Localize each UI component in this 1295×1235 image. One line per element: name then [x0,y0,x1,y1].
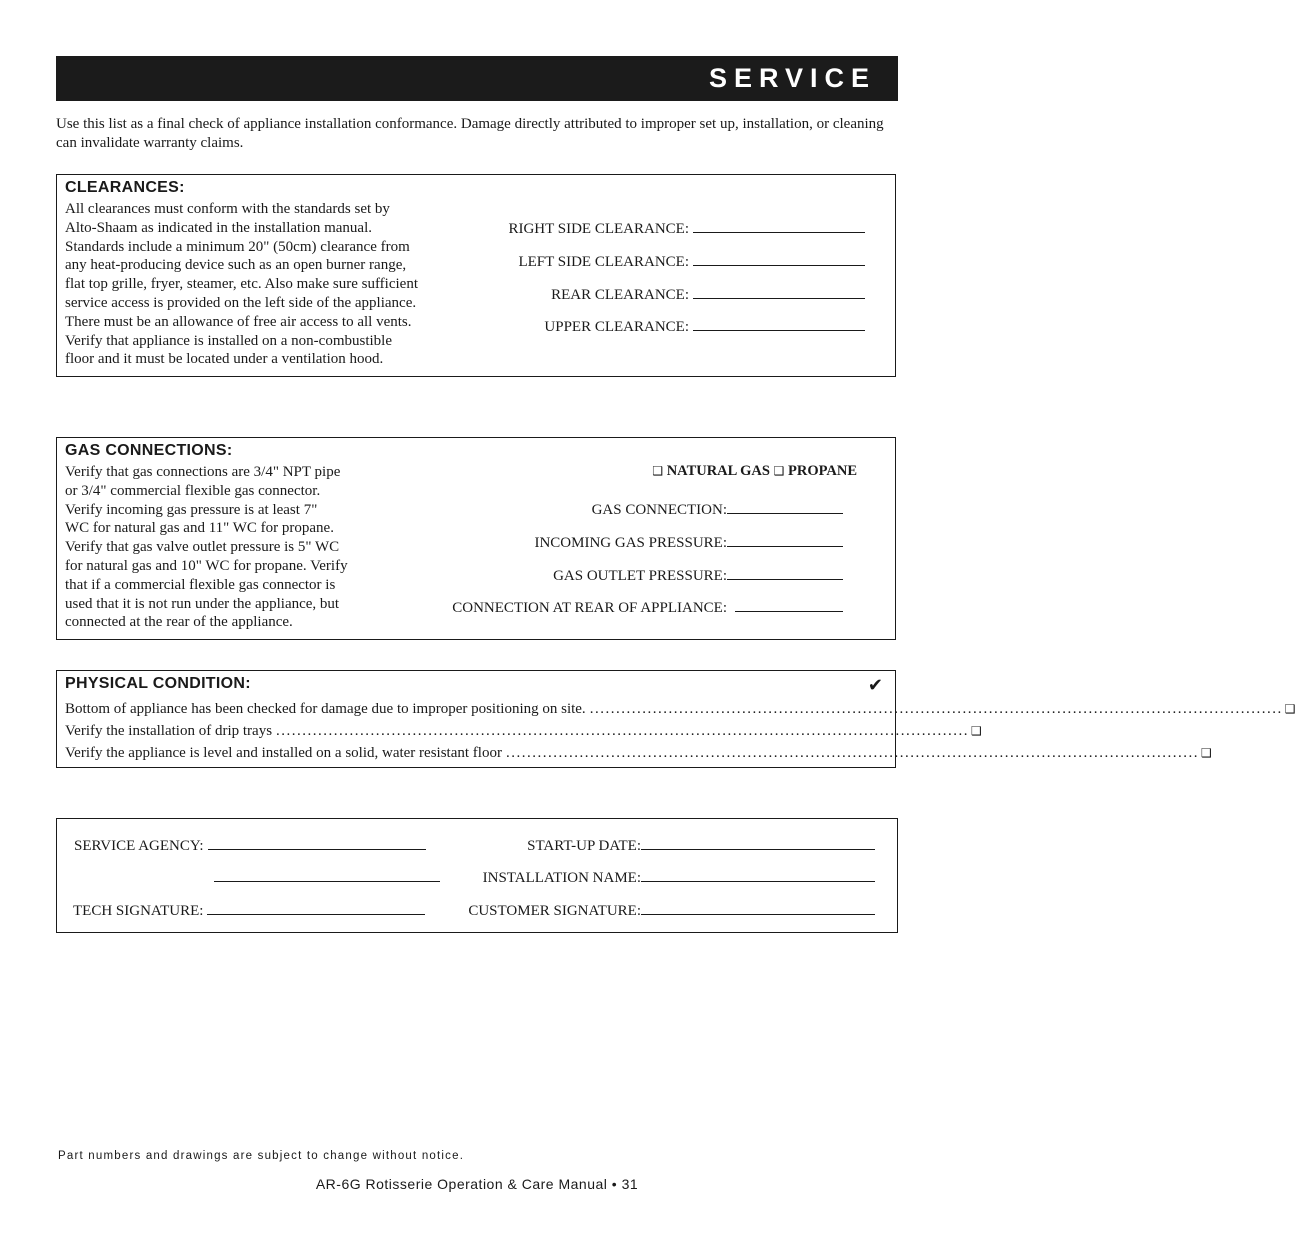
text-line: connected at the rear of the appliance. [65,614,293,631]
propane-label: PROPANE [787,463,857,479]
fill-line[interactable] [727,499,843,514]
fill-line[interactable] [693,218,865,233]
field-label: TECH SIGNATURE: [73,903,204,919]
gas-connections-description [65,463,348,632]
text-line: Verify that gas valve outlet pressure is 5" WC [65,539,340,556]
fill-line[interactable] [214,867,440,882]
customer-signature-field[interactable] [468,900,875,920]
service-agency-line-2[interactable] [214,867,440,887]
text-line: WC for natural gas and 11" WC for propane. [65,520,334,537]
text-line: used that it is not run under the appliance, but [65,595,340,612]
service-agency-field[interactable] [74,835,426,855]
dot-leader: .................................................................................................................................... [589,701,1283,717]
field-label: RIGHT SIDE CLEARANCE: [508,221,689,237]
text-line: Verify that appliance is installed on a non-combustible [65,332,392,349]
checklist-item-label: Verify the appliance is level and installed on a solid, water resistant floor [65,745,502,761]
text-line: any heat-producing device such as an open burner range, [65,257,407,274]
field-label: CUSTOMER SIGNATURE: [468,903,641,919]
text-line: that if a commercial flexible gas connector is [65,576,336,593]
text-line: floor and it must be located under a ventilation hood. [65,351,384,368]
clearances-description [65,200,418,369]
dot-leader: .................................................................................................................................... [505,745,1199,761]
field-label: GAS OUTLET PRESSURE: [553,568,727,584]
gas-connections-section [56,437,896,640]
checklist-item-label: Bottom of appliance has been checked for damage due to improper positioning on site. [65,701,586,717]
installation-name-field[interactable] [483,867,875,887]
fill-line[interactable] [693,251,865,266]
field-label: CONNECTION AT REAR OF APPLIANCE: [452,600,727,616]
propane-checkbox[interactable]: ❑ [773,464,785,478]
clearances-section [56,174,896,377]
page-title: SERVICE [708,63,876,93]
text-line: Alto-Shaam as indicated in the installation manual. [65,219,373,236]
fill-line[interactable] [641,900,875,915]
startup-date-field[interactable] [527,835,875,855]
connection-at-rear-field[interactable] [452,597,843,617]
fill-line[interactable] [641,835,875,850]
rear-clearance-field[interactable] [551,284,865,304]
intro-text: Use this list as a final check of appliance installation conformance. Damage directly attributed to improper set up, installation, or cleaning can invalidate warranty claims. [56,116,884,151]
text-line: flat top grille, fryer, steamer, etc. Also make sure sufficient [65,276,418,293]
footer-page-label: AR-6G Rotisserie Operation & Care Manual • 31 [315,1176,639,1192]
upper-clearance-field[interactable] [544,316,865,336]
fill-line[interactable] [735,597,843,612]
gas-outlet-pressure-field[interactable] [553,565,843,585]
checkbox-icon[interactable]: ❑ [971,724,982,738]
checklist-item-label: Verify the installation of drip trays [65,723,273,739]
field-label: INSTALLATION NAME: [482,870,641,886]
text-line: Verify incoming gas pressure is at least 7" [65,501,318,518]
checklist-item [65,701,1295,721]
right-side-clearance-field[interactable] [508,218,865,238]
gas-connection-field[interactable] [592,499,843,519]
field-label: REAR CLEARANCE: [551,287,689,303]
natural-gas-checkbox[interactable]: ❑ [652,464,664,478]
field-label: LEFT SIDE CLEARANCE: [518,254,689,270]
check-mark-icon: ✔ [867,675,883,696]
field-label: GAS CONNECTION: [591,502,727,518]
field-label: SERVICE AGENCY: [74,838,204,854]
signoff-section [56,818,898,933]
field-label: UPPER CLEARANCE: [544,319,689,335]
checkbox-icon[interactable]: ❑ [1200,746,1212,760]
fill-line[interactable] [727,565,843,580]
text-line: Verify that gas connections are 3/4" NPT pipe [65,464,341,480]
physical-condition-section [56,670,1295,768]
text-line: service access is provided on the left side of the appliance. [65,294,417,311]
text-line: for natural gas and 10" WC for propane. Verify [65,557,348,574]
fill-line[interactable] [693,316,865,331]
checklist-item [65,723,982,743]
fill-line[interactable] [207,900,425,915]
field-label: INCOMING GAS PRESSURE: [534,535,727,551]
text-line: There must be an allowance of free air access to all vents. [65,313,412,330]
clearances-heading: CLEARANCES: [65,179,185,196]
fill-line[interactable] [693,284,865,299]
gas-type-options [652,463,857,480]
fill-line[interactable] [641,867,875,882]
checklist-item [65,745,1212,765]
field-label: START-UP DATE: [527,838,641,854]
tech-signature-field[interactable] [73,900,425,920]
fill-line[interactable] [208,835,426,850]
checkbox-icon[interactable]: ❑ [1284,702,1295,716]
text-line: Standards include a minimum 20" (50cm) clearance from [65,238,410,255]
fill-line[interactable] [727,532,843,547]
page-banner [56,56,898,101]
physical-condition-heading: PHYSICAL CONDITION: [65,675,251,692]
footer-disclaimer: Part numbers and drawings are subject to change without notice. [58,1150,465,1162]
text-line: or 3/4" commercial flexible gas connector. [65,482,321,499]
gas-connections-heading: GAS CONNECTIONS: [65,442,233,459]
incoming-gas-pressure-field[interactable] [534,532,843,552]
dot-leader: .................................................................................................................................... [276,723,970,739]
natural-gas-label: NATURAL GAS [666,463,770,479]
left-side-clearance-field[interactable] [518,251,865,271]
text-line: All clearances must conform with the standards set by [65,201,390,217]
